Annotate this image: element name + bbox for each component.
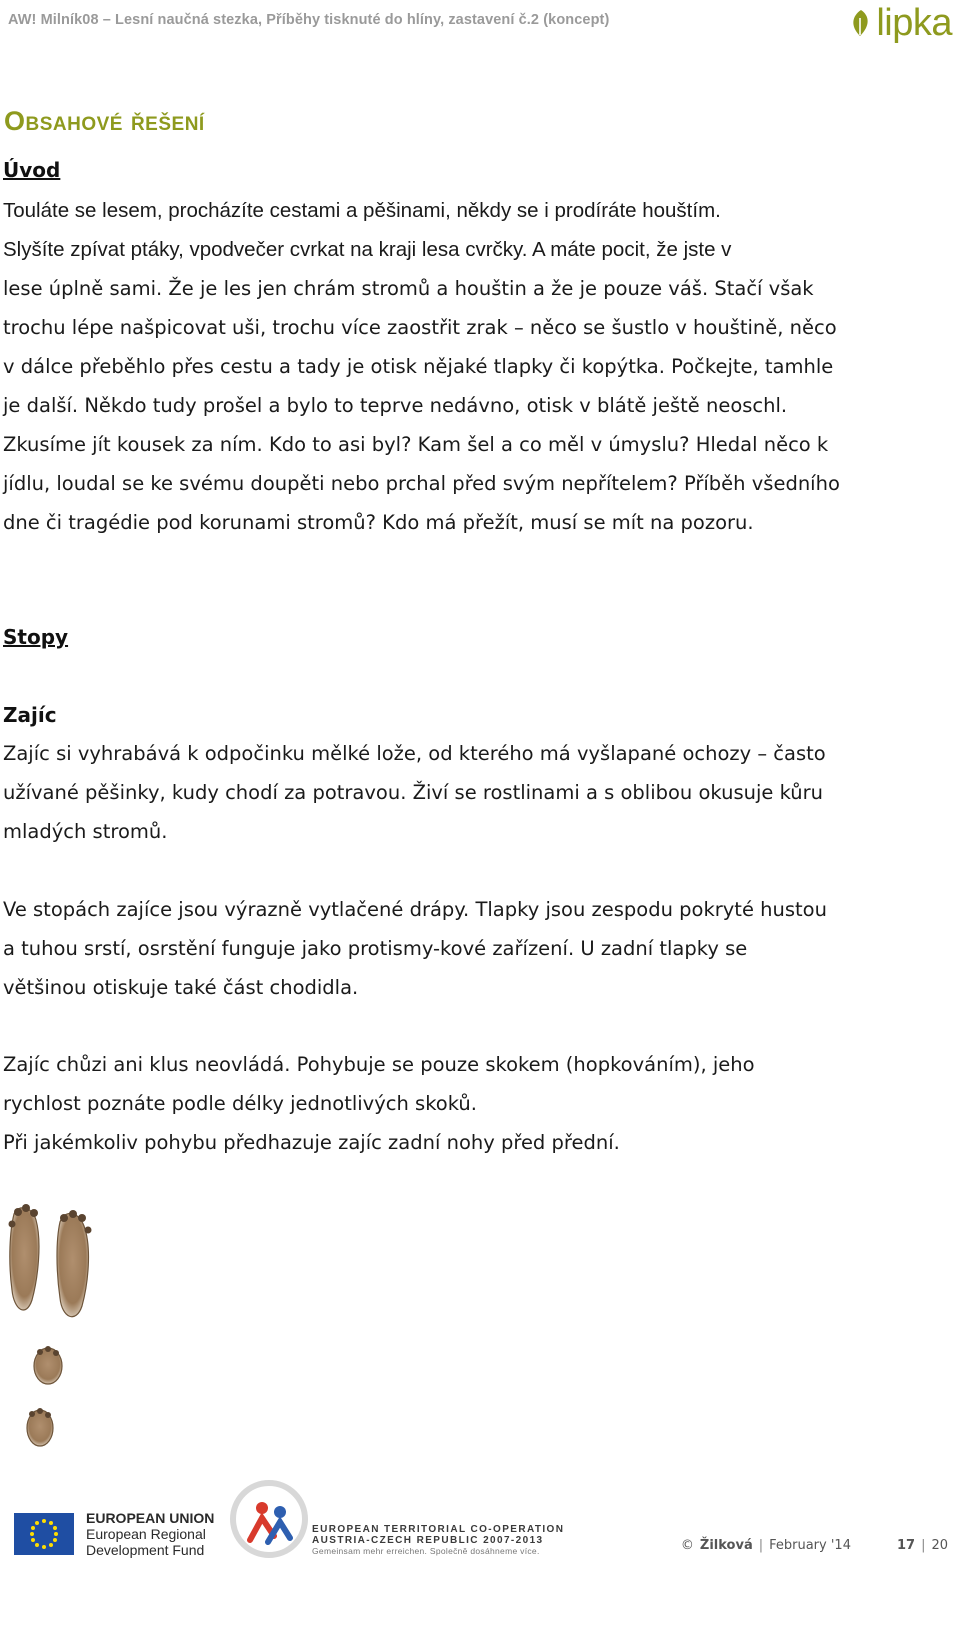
- zajic-heading: Zajíc: [3, 703, 57, 727]
- document-header-title: AW! Milník08 – Lesní naučná stezka, Příběhy tisknuté do hlíny, zastavení č.2 (koncept): [8, 12, 610, 28]
- logo-text: lipka: [876, 2, 952, 44]
- text-line: Slyšíte zpívat ptáky, vpodvečer cvrkat na kraji lesa cvrčky. A máte pocit, že jste v: [3, 238, 732, 261]
- leaf-icon: [848, 8, 874, 38]
- text-line: užívané pěšinky, kudy chodí za potravou. Živí se rostlinami a s oblibou okusuje kůru: [3, 781, 824, 804]
- page-footer: [681, 1538, 948, 1553]
- eu-logo: [14, 1510, 214, 1558]
- front-footprint-lower: [27, 1408, 53, 1446]
- section-title: Obsahové řešení: [4, 106, 205, 136]
- page-number: 17: [896, 1538, 916, 1553]
- intro-paragraph: [3, 191, 933, 542]
- footer-separator: |: [758, 1538, 764, 1553]
- eu-text-line: EUROPEAN UNION: [86, 1510, 215, 1526]
- coop-text-small: Gemeinsam mehr erreichen. Společně dosáhneme více.: [312, 1546, 540, 1556]
- eu-flag-icon: [14, 1513, 74, 1555]
- text-line: je další. Někdo tudy prošel a bylo to teprve nedávno, otisk v blátě ještě neoschl.: [3, 394, 788, 417]
- zajic-paragraph-2: [3, 890, 933, 1007]
- text-line: lese úplně sami. Že je les jen chrám stromů a houštin a že je pouze váš. Stačí však: [3, 277, 814, 300]
- lipka-logo: [848, 4, 952, 42]
- page-total: 20: [931, 1538, 948, 1553]
- stopy-heading: Stopy: [3, 625, 69, 649]
- text-line: Ve stopách zajíce jsou výrazně vytlačené drápy. Tlapky jsou zespodu pokryté hustou: [3, 898, 827, 921]
- hind-footprint-right: [57, 1210, 92, 1317]
- cooperation-emblem-icon: [228, 1478, 310, 1560]
- text-line: Při jakémkoliv pohybu předhazuje zajíc zadní nohy před přední.: [3, 1131, 620, 1154]
- coop-text-line: EUROPEAN TERRITORIAL CO-OPERATION: [312, 1524, 565, 1535]
- eu-text: [86, 1510, 214, 1558]
- text-line: mladých stromů.: [3, 820, 168, 843]
- zajic-paragraph-1: [3, 734, 933, 851]
- text-line: a tuhou srstí, osrstění funguje jako protismy-kové zařízení. U zadní tlapky se: [3, 937, 748, 960]
- footer-date: February '14: [769, 1538, 851, 1553]
- coop-text-line: AUSTRIA-CZECH REPUBLIC 2007-2013: [312, 1535, 544, 1546]
- footer-author: Žilková: [699, 1538, 753, 1553]
- eu-text-line: European Regional: [86, 1526, 206, 1542]
- text-line: Zajíc si vyhrabává k odpočinku mělké lože, od kterého má vyšlapané ochozy – často: [3, 742, 826, 765]
- text-line: Touláte se lesem, procházíte cestami a pěšinami, někdy se i prodíráte houštím.: [3, 199, 721, 222]
- copyright-icon: ©: [680, 1538, 694, 1553]
- hare-footprints-image: [0, 1200, 110, 1460]
- front-footprint-upper: [34, 1346, 62, 1384]
- text-line: dne či tragédie pod korunami stromů? Kdo má přežít, musí se mít na pozoru.: [3, 511, 754, 534]
- text-line: trochu lépe našpicovat uši, trochu více zaostřit zrak – něco se šustlo v houštině, něco: [3, 316, 837, 339]
- cooperation-text: [312, 1524, 564, 1557]
- footer-separator: |: [921, 1538, 926, 1553]
- text-line: většinou otiskuje také část chodidla.: [3, 976, 359, 999]
- text-line: Zajíc chůzi ani klus neovládá. Pohybuje se pouze skokem (hopkováním), jeho: [3, 1053, 755, 1076]
- text-line: Zkusíme jít kousek za ním. Kdo to asi byl? Kam šel a co měl v úmyslu? Hledal něco k: [3, 433, 829, 456]
- text-line: rychlost poznáte podle délky jednotlivých skoků.: [3, 1092, 477, 1115]
- text-line: jídlu, loudal se ke svému doupěti nebo prchal před svým nepřítelem? Příběh všedního: [3, 472, 840, 495]
- zajic-paragraph-3: [3, 1045, 933, 1162]
- intro-heading: Úvod: [3, 158, 61, 182]
- text-line: v dálce přeběhlo přes cestu a tady je otisk nějaké tlapky či kopýtka. Počkejte, tamhle: [3, 355, 834, 378]
- hind-footprint-left: [9, 1204, 39, 1310]
- eu-text-line: Development Fund: [86, 1542, 205, 1558]
